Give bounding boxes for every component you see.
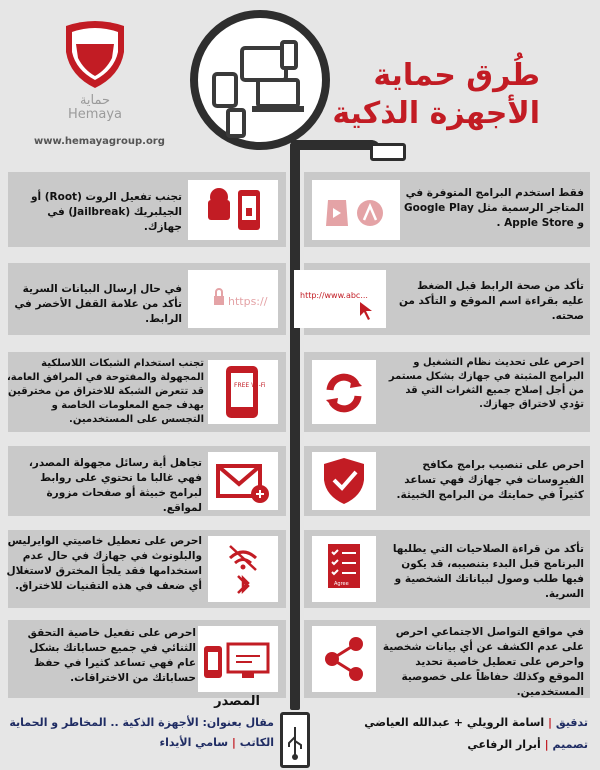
icon-box-right-1 <box>312 180 400 240</box>
lock-url-icon <box>188 270 278 328</box>
separator: | <box>231 736 236 749</box>
icon-box-left-4 <box>208 452 278 510</box>
source-label: المصدر <box>214 694 260 709</box>
icon-box-left-6 <box>198 626 278 692</box>
tip-left-5: احرص على تعطيل خاصيتي الوايرليس والبلوتوث في جهازك في حال عدم استخدامها فقد يلجأ المخترق لاستغلال أي ضعف في هذه التقنيات للاختراق. <box>6 535 202 592</box>
tip-right-4: احرص على تنصيب برامج مكافح الفيروسات في جهازك فهي تساعد كثيراً في حمايتك من البرامج الخبيثة. <box>396 459 584 501</box>
tip-left-2: في حال إرسال البيانات السرية تأكد من علامة القفل الأخضر في الرابط. <box>14 283 182 325</box>
tip-right-3: احرص على تحديث نظام التشغيل و البرامج المثبتة في جهازك بشكل مستمر من أجل إصلاح جميع الثغرات التي قد تؤدي لاختراق جهازك. <box>388 357 584 410</box>
cable-top <box>291 140 381 150</box>
separator: | <box>544 738 549 751</box>
shield-icon <box>62 18 128 90</box>
icon-box-right-3 <box>312 360 376 424</box>
envelope-icon <box>208 452 278 510</box>
icon-box-left-5 <box>208 536 278 602</box>
url-cursor-icon <box>294 270 386 328</box>
page-title-line1: طُرق حماية <box>373 58 540 93</box>
review-names: اسامة الرويلي + عبدالله العياضي <box>364 716 545 729</box>
plug-top <box>370 143 406 161</box>
icon-box-right-4 <box>312 452 376 510</box>
tip-right-2: تأكد من صحة الرابط قبل الضغط عليه بقراءة اسم الموقع و التأكد من صحته. <box>398 280 584 322</box>
usb-plug <box>280 712 310 768</box>
tip-right-1: فقط استخدم البرامج المتوفرة في المتاجر الرسمية مثل Google Play و Apple Store . <box>404 187 584 229</box>
cable <box>290 143 300 710</box>
refresh-icon <box>312 360 376 424</box>
url-text: http://www.abc... <box>300 291 368 300</box>
https-text: https:// <box>228 295 268 308</box>
icon-box-left-1 <box>188 180 278 240</box>
tip-left-4: تجاهل أية رسائل مجهولة المصدر، فهي غالبا ما تحتوي على روابط لبرامج خبيثة أو صفحات مزورة لمواقع. <box>28 457 202 514</box>
tip-right-5: تأكد من قراءة الصلاحيات التي يطلبها البرنامج قبل البدء بتنصيبه، قد يكون فيها طلب وصول لبياناتك الشخصية و السرية. <box>392 543 584 600</box>
design-label: تصميم <box>552 738 588 751</box>
icon-box-right-2 <box>294 270 386 328</box>
website: www.hemayagroup.org <box>34 136 165 147</box>
logo-latin: Hemaya <box>67 107 123 122</box>
tip-right-6: في مواقع التواصل الاجتماعي احرص على عدم الكشف عن أي بيانات شخصية واحرص على تعطيل خاصية تحديد الموقع وكذلك حفاظاً على خصوصية المستخدمين. <box>382 626 584 698</box>
devices-icon <box>198 18 322 142</box>
wifi-bluetooth-off-icon <box>208 536 278 602</box>
logo-arabic: حماية <box>79 93 111 108</box>
source-author <box>160 736 274 749</box>
tip-left-1: تجنب تفعيل الروت (Root) أو الجيلبريك (Jailbreak) في جهازك. <box>30 191 182 233</box>
icon-box-right-6 <box>312 626 376 692</box>
review-label: تدقيق <box>555 716 588 729</box>
tip-left-3: تجنب استخدام الشبكات اللاسلكية المجهولة والمفتوحة في المرافق العامة، قد تتعرض الشبكة للاختراق من مخترقين بهدف جمع المعلومات الخاصة و التجسس على المستخدمين. <box>6 358 204 425</box>
devices-circle <box>190 10 330 150</box>
icon-box-left-3 <box>208 360 278 424</box>
author-label: الكاتب <box>239 736 274 749</box>
two-factor-icon <box>198 626 278 692</box>
app-store-icon <box>312 180 400 240</box>
tip-left-6: احرص على تفعيل خاصية التحقق الثنائي في جميع حساباتك بشكل عام فهي تساعد كثيرا في حفظ حساباتك من الاختراقات. <box>27 627 196 684</box>
checklist-icon <box>312 536 376 602</box>
design-name: أبرار الرفاعي <box>467 738 541 751</box>
author-name: سامي الأيداء <box>159 736 229 749</box>
usb-icon <box>283 715 307 765</box>
icon-box-right-5 <box>312 536 376 602</box>
page-title-line2: الأجهزة الذكية <box>332 96 540 131</box>
root-jailbreak-icon <box>188 180 278 240</box>
review-credit <box>364 716 588 729</box>
free-wifi-text: FREE Wi-Fi <box>234 382 266 389</box>
shield-check-icon <box>312 452 376 510</box>
design-credit <box>467 738 588 751</box>
separator: | <box>548 716 553 729</box>
share-icon <box>312 626 376 692</box>
source-article: مقال بعنوان: الأجهزة الذكية .. المخاطر و الحماية <box>9 716 274 729</box>
logo <box>62 18 128 128</box>
agree-text: Agree <box>334 581 349 587</box>
free-wifi-icon <box>208 360 278 424</box>
icon-box-left-2 <box>188 270 278 328</box>
